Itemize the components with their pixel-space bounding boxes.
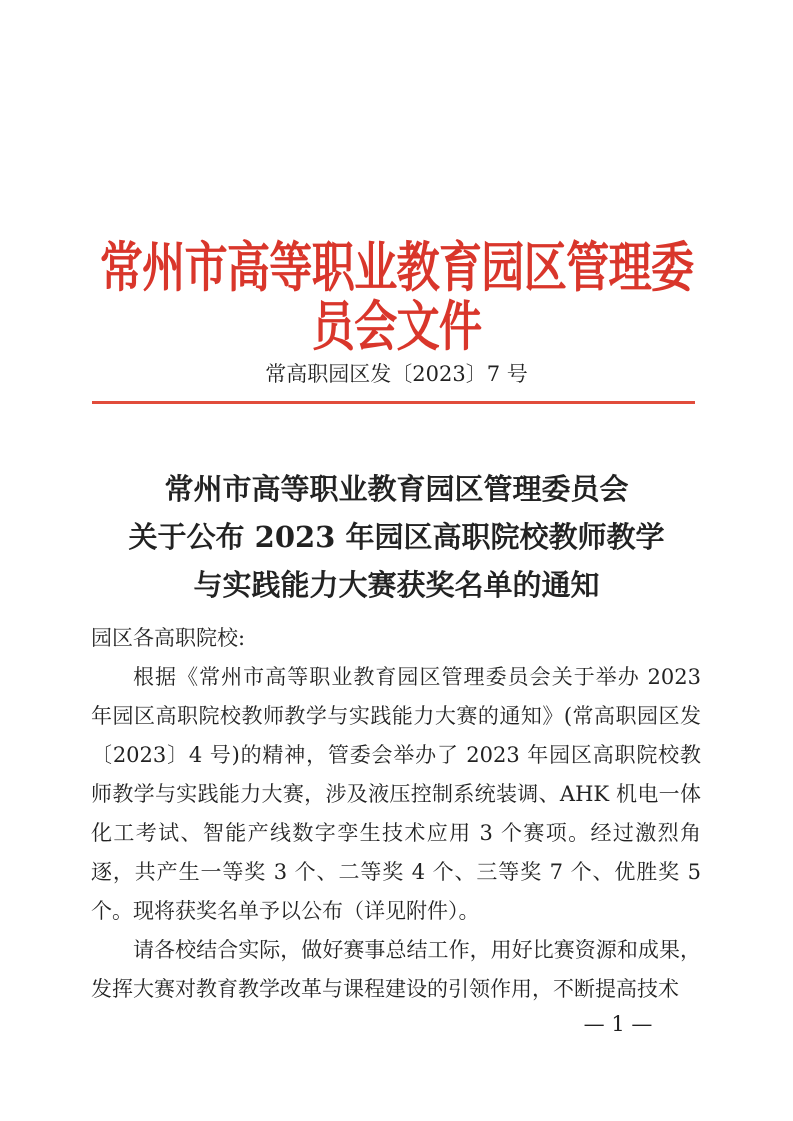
salutation: 园区各高职院校: (91, 626, 246, 650)
notice-title-line-1: 常州市高等职业教育园区管理委员会 (164, 472, 629, 507)
red-separator-line (92, 401, 695, 404)
document-number: 常高职园区发〔2023〕7 号 (265, 362, 528, 386)
notice-body (91, 619, 701, 1009)
body-paragraph-1: 根据《常州市高等职业教育园区管理委员会关于举办 2023 年园区高职院校教师教学与实践能力大赛的通知》(常高职园区发〔2023〕4 号)的精神，管委会举办了 2023 年园区高职院校教师教学与实践能力大赛，涉及液压控制系统装调、AHK 机电一体化工考试、智能产线数字孪生技术应用 3 个赛项。经过激烈角逐，共产生一等奖 3 个、二等奖 4 个、三等奖 7 个、优胜奖 5 个。现将获奖名单予以公布（详见附件）。 (91, 665, 701, 923)
notice-title-line-2: 关于公布 2023 年园区高职院校教师教学 (128, 520, 665, 555)
page-number: — 1 — (583, 1012, 653, 1036)
notice-title-line-3: 与实践能力大赛获奖名单的通知 (193, 568, 600, 603)
document-header-title: 常州市高等职业教育园区管理委员会文件 (99, 235, 694, 359)
body-paragraph-2: 请各校结合实际，做好赛事总结工作，用好比赛资源和成果，发挥大赛对教育教学改革与课程建设的引领作用，不断提高技术 (91, 938, 701, 1001)
notice-title (0, 465, 793, 609)
